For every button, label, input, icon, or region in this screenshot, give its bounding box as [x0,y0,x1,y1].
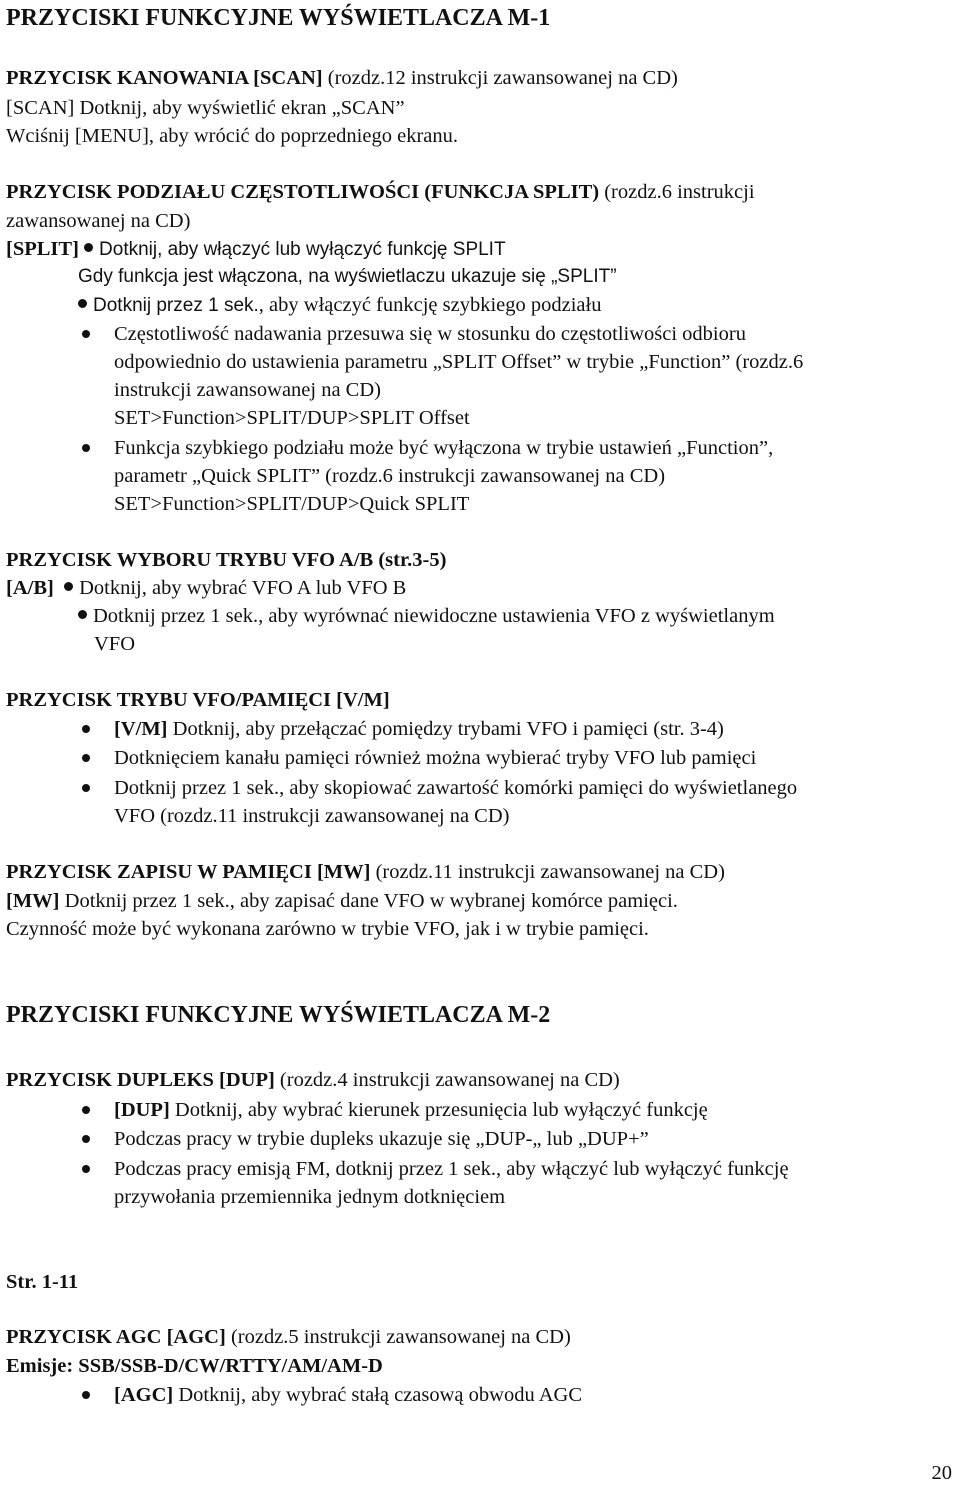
bullet-icon [82,754,90,762]
mw-line [6,891,678,912]
agc-heading-text: PRZYCISK AGC [AGC] [6,1326,226,1348]
agc-key: [AGC] [114,1384,174,1406]
dup-heading-ref: (rozdz.4 instrukcji zawansowanej na CD) [274,1069,620,1091]
vfo-ab-key: [A/B] [6,577,54,599]
dup-bullet3-line2: przywołania przemiennika jednym dotknięciem [114,1186,506,1208]
split-heading-ref2: zawansowanej na CD) [6,210,191,232]
bullet-dot-icon [78,299,87,308]
split-bullet1-line1: Częstotliwość nadawania przesuwa się w stosunku do częstotliwości odbioru [114,323,746,345]
bullet-icon [82,1106,90,1114]
bullet-icon [82,444,90,452]
agc-heading [6,1327,571,1348]
bullet-icon [82,725,90,733]
scan-heading [6,68,678,89]
dup-key: [DUP] [114,1099,170,1121]
agc-heading-ref: (rozdz.5 instrukcji zawansowanej na CD) [225,1326,571,1348]
bullet-dot-icon [84,243,93,252]
split-tap-line [6,239,506,260]
split-bullet1-line2: odpowiednio do ustawienia parametru „SPLIT Offset” w trybie „Function” (rozdz.6 [114,351,804,373]
vfo-ab-hold-text-c: VFO [94,633,136,655]
dup-bullet3: Podczas pracy emisją FM, dotknij przez 1 sek., aby włączyć lub wyłączyć funkcję [114,1158,789,1180]
dup-bullet1 [114,1100,708,1121]
section-title-m2: PRZYCISKI FUNKCYJNE WYŚWIETLACZA M-2 [6,1002,551,1028]
vfo-ab-heading: PRZYCISK WYBORU TRYBU VFO A/B (str.3-5) [6,549,447,571]
bullet-dot-icon [78,610,87,619]
section-title-m1: PRZYCISKI FUNKCYJNE WYŚWIETLACZA M-1 [6,5,551,31]
agc-bullet1 [114,1385,582,1406]
dup-heading [6,1070,620,1091]
mw-key: [MW] [6,890,60,912]
bullet-icon [82,1391,90,1399]
split-hold-text-b: , aby włączyć funkcję szybkiego podziału [258,294,602,316]
split-tap-text: Dotknij, aby włączyć lub wyłączyć funkcję SPLIT [99,239,506,260]
split-bullet2-line1: Funkcja szybkiego podziału może być wyłączona w trybie ustawień „Function”, [114,437,774,459]
vm-bullet2: Dotknięciem kanału pamięci również można wybierać tryby VFO lub pamięci [114,747,757,769]
vm-bullet3-line2: VFO (rozdz.11 instrukcji zawansowanej na CD) [114,805,510,827]
vm-bullet3: Dotknij przez 1 sek., aby skopiować zawartość komórki pamięci do wyświetlanego [114,777,798,799]
mw-text: Dotknij przez 1 sek., aby zapisać dane VFO w wybranej komórce pamięci. [59,890,678,912]
bullet-dot-icon [64,582,73,591]
dup-heading-text: PRZYCISK DUPLEKS [DUP] [6,1069,275,1091]
split-heading [6,182,755,203]
split-bullet1-line3: instrukcji zawansowanej na CD) [114,379,381,401]
split-tap-note: Gdy funkcja jest włączona, na wyświetlaczu ukazuje się „SPLIT” [78,266,617,287]
dup-bullet2: Podczas pracy w trybie dupleks ukazuje się „DUP-„ lub „DUP+” [114,1128,649,1150]
scan-key: [SCAN] [6,97,75,119]
split-bullet2-line2: parametr „Quick SPLIT” (rozdz.6 instrukcji zawansowanej na CD) [114,465,666,487]
page-number: 20 [931,1462,952,1484]
scan-line2: Wciśnij [MENU], aby wrócić do poprzedniego ekranu. [6,125,458,147]
vfo-ab-tap-text: Dotknij, aby wybrać VFO A lub VFO B [79,577,407,599]
mw-heading-ref: (rozdz.11 instrukcji zawansowanej na CD) [370,861,725,883]
vfo-ab-hold-text-a: Dotknij przez 1 sek. [93,605,259,627]
scan-heading-ref: (rozdz.12 instrukcji zawansowanej na CD) [322,67,678,89]
scan-line1-text: Dotknij, aby wyświetlić ekran „SCAN” [74,97,405,119]
split-bullet1-line4: SET>Function>SPLIT/DUP>SPLIT Offset [114,407,470,429]
dup-bullet1-text: Dotknij, aby wybrać kierunek przesunięcia lub wyłączyć funkcję [169,1099,708,1121]
agc-modes: Emisje: SSB/SSB-D/CW/RTTY/AM/AM-D [6,1355,383,1377]
vm-key: [V/M] [114,718,168,740]
vfo-ab-tap-line [6,578,406,599]
mw-note: Czynność może być wykonana zarówno w trybie VFO, jak i w trybie pamięci. [6,918,649,940]
split-key: [SPLIT] [6,238,79,260]
scan-heading-text: PRZYCISK KANOWANIA [SCAN] [6,67,323,89]
split-hold-line [78,295,601,316]
page-ref: Str. 1-11 [6,1271,79,1293]
vm-heading: PRZYCISK TRYBU VFO/PAMIĘCI [V/M] [6,689,390,711]
vm-bullet1-text: Dotknij, aby przełączać pomiędzy trybami VFO i pamięci (str. 3-4) [167,718,724,740]
bullet-icon [82,1135,90,1143]
split-heading-text: PRZYCISK PODZIAŁU CZĘSTOTLIWOŚCI (FUNKCJA SPLIT) [6,181,600,203]
bullet-icon [82,1165,90,1173]
mw-heading-text: PRZYCISK ZAPISU W PAMIĘCI [MW] [6,861,371,883]
agc-bullet1-text: Dotknij, aby wybrać stałą czasową obwodu AGC [173,1384,582,1406]
scan-line1 [6,98,405,119]
vfo-ab-hold-text-b: , aby wyrównać niewidoczne ustawienia VFO z wyświetlanym [258,605,775,627]
vfo-ab-hold-line [78,606,775,627]
bullet-icon [82,330,90,338]
split-heading-ref: (rozdz.6 instrukcji [599,181,755,203]
mw-heading [6,862,725,883]
split-bullet2-line3: SET>Function>SPLIT/DUP>Quick SPLIT [114,493,470,515]
vm-bullet1 [114,719,724,740]
bullet-icon [82,784,90,792]
split-hold-text-a: Dotknij przez 1 sek. [93,295,259,316]
